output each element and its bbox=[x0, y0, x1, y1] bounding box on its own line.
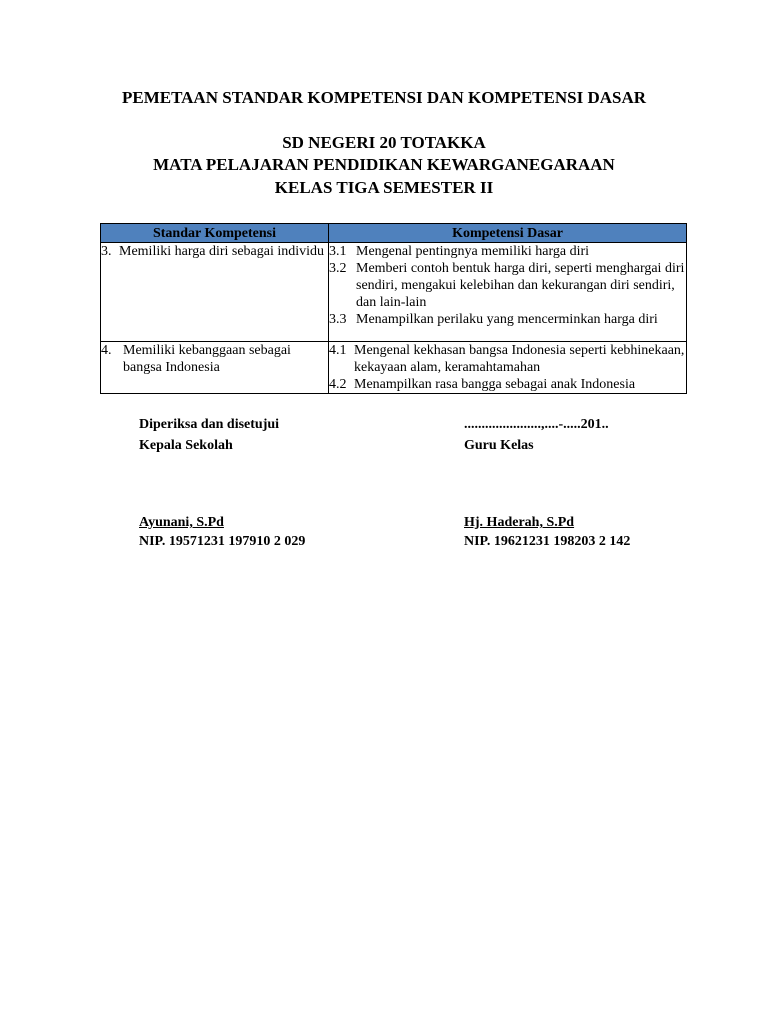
kd-item bbox=[329, 260, 686, 311]
kd-number: 4.2 bbox=[329, 377, 347, 392]
subject-title: MATA PELAJARAN PENDIDIKAN KEWARGANEGARAAN bbox=[153, 155, 615, 174]
date-line: ......................,....-.....201.. bbox=[464, 417, 609, 432]
kompetensi-dasar-cell bbox=[329, 243, 687, 342]
teacher-nip: NIP. 19621231 198203 2 142 bbox=[464, 534, 631, 549]
kd-item bbox=[329, 342, 686, 376]
kd-text: Memberi contoh bentuk harga diri, seperti menghargai diri sendiri, mengakui kelebihan dan kekurangan diri sendiri, dan lain-lain bbox=[356, 261, 685, 310]
sk-number: 3. bbox=[101, 244, 112, 259]
kd-number: 4.1 bbox=[329, 343, 347, 358]
approval-label: Diperiksa dan disetujui bbox=[139, 417, 280, 432]
principal-name: Ayunani, S.Pd bbox=[139, 515, 224, 530]
kd-item bbox=[329, 243, 686, 260]
sk-text: Memiliki kebanggaan sebagai bangsa Indonesia bbox=[123, 343, 291, 375]
class-semester: KELAS TIGA SEMESTER II bbox=[274, 178, 494, 197]
header-standar-kompetensi: Standar Kompetensi bbox=[101, 224, 329, 243]
kd-text: Menampilkan perilaku yang mencerminkan harga diri bbox=[356, 312, 658, 327]
table-row bbox=[101, 243, 687, 342]
kd-text: Menampilkan rasa bangga sebagai anak Indonesia bbox=[354, 377, 636, 392]
sk-text: Memiliki harga diri sebagai individu bbox=[119, 244, 325, 259]
competency-table bbox=[100, 223, 687, 394]
kd-number: 3.3 bbox=[329, 312, 347, 327]
kd-item bbox=[329, 311, 686, 328]
kd-text: Mengenal kekhasan bangsa Indonesia seperti kebhinekaan, kekayaan alam, keramahtamahan bbox=[354, 343, 685, 375]
document-title: PEMETAAN STANDAR KOMPETENSI DAN KOMPETENSI DASAR bbox=[121, 88, 647, 107]
kompetensi-dasar-cell bbox=[329, 342, 687, 394]
sk-number: 4. bbox=[101, 343, 112, 358]
principal-nip: NIP. 19571231 197910 2 029 bbox=[139, 534, 306, 549]
principal-role: Kepala Sekolah bbox=[139, 438, 233, 453]
standar-kompetensi-cell bbox=[101, 342, 329, 394]
school-name: SD NEGERI 20 TOTAKKA bbox=[282, 133, 486, 152]
table-row bbox=[101, 342, 687, 394]
kd-number: 3.1 bbox=[329, 244, 347, 259]
kd-item bbox=[329, 376, 686, 393]
standar-kompetensi-cell bbox=[101, 243, 329, 342]
kd-text: Mengenal pentingnya memiliki harga diri bbox=[356, 244, 590, 259]
table-header-row bbox=[101, 224, 687, 243]
teacher-role: Guru Kelas bbox=[464, 438, 534, 453]
teacher-name: Hj. Haderah, S.Pd bbox=[464, 515, 575, 530]
kd-number: 3.2 bbox=[329, 261, 347, 276]
header-kompetensi-dasar: Kompetensi Dasar bbox=[329, 224, 687, 243]
